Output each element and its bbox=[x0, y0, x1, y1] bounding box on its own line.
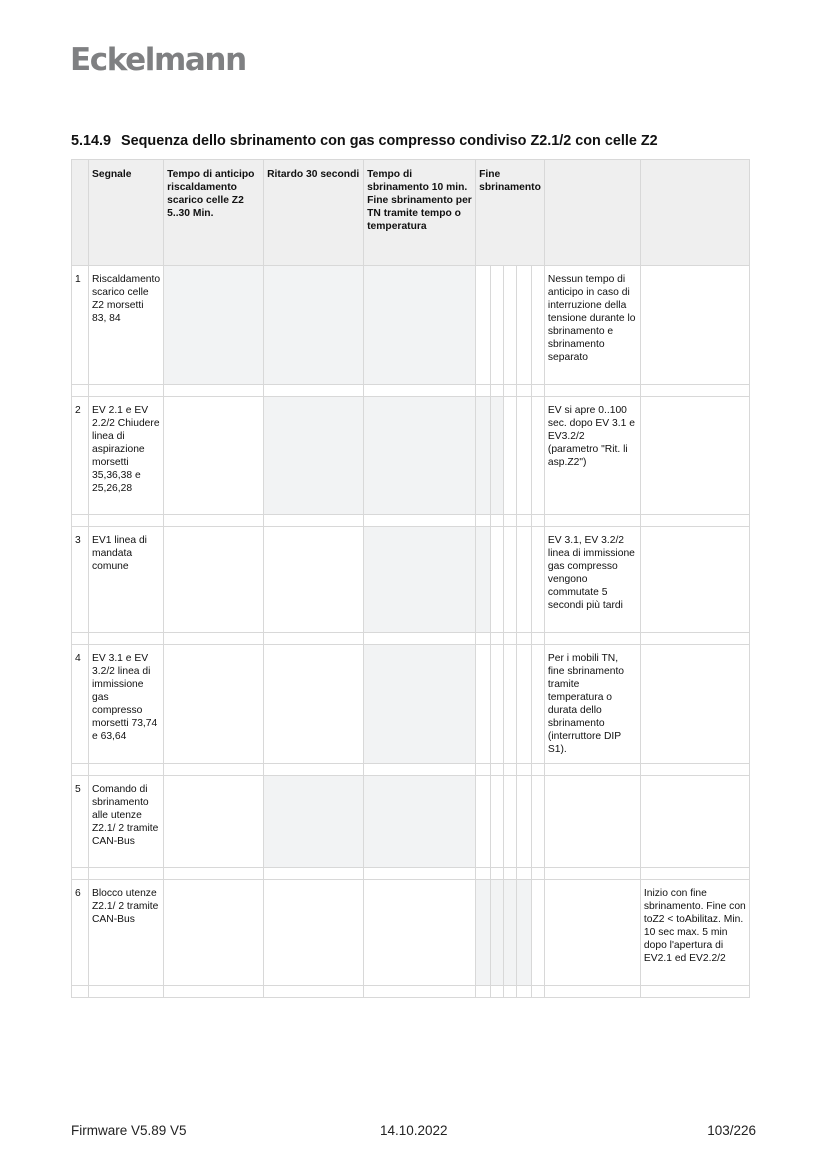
header-note bbox=[544, 160, 640, 266]
cell-preheat bbox=[164, 527, 264, 633]
row-signal: EV1 linea di mandata comune bbox=[89, 527, 164, 633]
header-delay: Ritardo 30 secondi bbox=[264, 160, 364, 266]
row-number: 1 bbox=[72, 266, 89, 385]
row-number: 3 bbox=[72, 527, 89, 633]
cell-end-3 bbox=[503, 397, 516, 515]
section-heading bbox=[71, 133, 658, 149]
header-defrost-time bbox=[364, 160, 476, 266]
section-number: 5.14.9 bbox=[71, 133, 112, 149]
cell-defrost bbox=[364, 645, 476, 764]
cell-end-5 bbox=[531, 880, 544, 986]
row-note2: Inizio con fine sbrinamento. Fine con toZ2 < toAbilitaz. Min. 10 sec max. 5 min dopo l'apertura di EV2.1 ed EV2.2/2 bbox=[640, 880, 749, 986]
cell-end-1 bbox=[476, 776, 490, 868]
row-number: 6 bbox=[72, 880, 89, 986]
cell-end-4 bbox=[517, 880, 531, 986]
cell-defrost bbox=[364, 776, 476, 868]
cell-defrost bbox=[364, 527, 476, 633]
header-defrost-time-text: Tempo di sbrinamento 10 min. Fine sbrinamento per TN tramite tempo bbox=[367, 169, 472, 219]
section-title: Sequenza dello sbrinamento con gas compresso condiviso Z2.1/2 con celle Z2 bbox=[121, 133, 658, 149]
cell-end-5 bbox=[531, 776, 544, 868]
cell-preheat bbox=[164, 266, 264, 385]
cell-preheat bbox=[164, 645, 264, 764]
cell-end-2 bbox=[490, 880, 503, 986]
cell-end-4 bbox=[517, 527, 531, 633]
row-note2 bbox=[640, 645, 749, 764]
cell-delay bbox=[264, 397, 364, 515]
row-note bbox=[544, 880, 640, 986]
spacer-row bbox=[72, 385, 750, 397]
cell-delay bbox=[264, 266, 364, 385]
header-note2 bbox=[640, 160, 749, 266]
spacer-row bbox=[72, 515, 750, 527]
row-note: Nessun tempo di anticipo in caso di interruzione della tensione durante lo sbrinamento e sbrinamento separato bbox=[544, 266, 640, 385]
row-note: EV 3.1, EV 3.2/2 linea di immissione gas compresso vengono commutate 5 secondi più tardi bbox=[544, 527, 640, 633]
cell-end-1 bbox=[476, 397, 490, 515]
cell-delay bbox=[264, 776, 364, 868]
cell-end-4 bbox=[517, 645, 531, 764]
cell-end-5 bbox=[531, 266, 544, 385]
cell-end-1 bbox=[476, 645, 490, 764]
footer-firmware: Firmware V5.89 V5 bbox=[71, 1123, 187, 1138]
cell-end-5 bbox=[531, 397, 544, 515]
cell-delay bbox=[264, 880, 364, 986]
row-signal: EV 2.1 e EV 2.2/2 Chiudere linea di aspirazione morsetti 35,36,38 e 25,26,28 bbox=[89, 397, 164, 515]
header-defrost-time-or: o bbox=[454, 208, 461, 219]
spacer-row bbox=[72, 986, 750, 998]
row-note2 bbox=[640, 527, 749, 633]
cell-end-2 bbox=[490, 527, 503, 633]
row-signal: Blocco utenze Z2.1/ 2 tramite CAN-Bus bbox=[89, 880, 164, 986]
cell-end-1 bbox=[476, 880, 490, 986]
defrost-sequence-table bbox=[71, 159, 750, 998]
cell-defrost bbox=[364, 397, 476, 515]
header-defrost-end: Fine sbrinamento bbox=[476, 160, 545, 266]
footer-page-number: 103/226 bbox=[707, 1123, 756, 1138]
header-num bbox=[72, 160, 89, 266]
row-number: 2 bbox=[72, 397, 89, 515]
row-note2 bbox=[640, 397, 749, 515]
cell-delay bbox=[264, 645, 364, 764]
row-note2 bbox=[640, 266, 749, 385]
table-row bbox=[72, 397, 750, 515]
cell-end-3 bbox=[503, 645, 516, 764]
table-row bbox=[72, 266, 750, 385]
cell-end-5 bbox=[531, 645, 544, 764]
row-number: 4 bbox=[72, 645, 89, 764]
cell-defrost bbox=[364, 266, 476, 385]
row-number: 5 bbox=[72, 776, 89, 868]
spacer-row bbox=[72, 868, 750, 880]
header-signal: Segnale bbox=[89, 160, 164, 266]
company-logo: Eckelmann bbox=[70, 42, 246, 78]
cell-preheat bbox=[164, 397, 264, 515]
cell-end-2 bbox=[490, 266, 503, 385]
cell-end-2 bbox=[490, 397, 503, 515]
cell-end-3 bbox=[503, 776, 516, 868]
spacer-row bbox=[72, 633, 750, 645]
cell-end-2 bbox=[490, 645, 503, 764]
cell-preheat bbox=[164, 880, 264, 986]
row-note bbox=[544, 776, 640, 868]
row-signal: EV 3.1 e EV 3.2/2 linea di immissione gas compresso morsetti 73,74 e 63,64 bbox=[89, 645, 164, 764]
row-note: EV si apre 0..100 sec. dopo EV 3.1 e EV3.2/2 (parametro "Rit. li asp.Z2") bbox=[544, 397, 640, 515]
cell-end-4 bbox=[517, 266, 531, 385]
cell-end-2 bbox=[490, 776, 503, 868]
table-row bbox=[72, 880, 750, 986]
table-row bbox=[72, 776, 750, 868]
cell-preheat bbox=[164, 776, 264, 868]
cell-end-3 bbox=[503, 266, 516, 385]
cell-end-1 bbox=[476, 266, 490, 385]
cell-end-4 bbox=[517, 397, 531, 515]
header-preheat-time: Tempo di anticipo riscaldamento scarico celle Z2 5..30 Min. bbox=[164, 160, 264, 266]
table-row bbox=[72, 645, 750, 764]
row-note2 bbox=[640, 776, 749, 868]
cell-end-5 bbox=[531, 527, 544, 633]
table-header-row bbox=[72, 160, 750, 266]
spacer-row bbox=[72, 764, 750, 776]
row-note: Per i mobili TN, fine sbrinamento tramite temperatura o durata dello sbrinamento (interruttore DIP S1). bbox=[544, 645, 640, 764]
cell-end-1 bbox=[476, 527, 490, 633]
cell-end-3 bbox=[503, 880, 516, 986]
table-row bbox=[72, 527, 750, 633]
cell-delay bbox=[264, 527, 364, 633]
cell-defrost bbox=[364, 880, 476, 986]
header-defrost-time-end: temperatura bbox=[367, 221, 427, 232]
row-signal: Riscaldamento scarico celle Z2 morsetti 83, 84 bbox=[89, 266, 164, 385]
row-signal: Comando di sbrinamento alle utenze Z2.1/ 2 tramite CAN-Bus bbox=[89, 776, 164, 868]
cell-end-3 bbox=[503, 527, 516, 633]
footer-date: 14.10.2022 bbox=[380, 1123, 448, 1138]
cell-end-4 bbox=[517, 776, 531, 868]
